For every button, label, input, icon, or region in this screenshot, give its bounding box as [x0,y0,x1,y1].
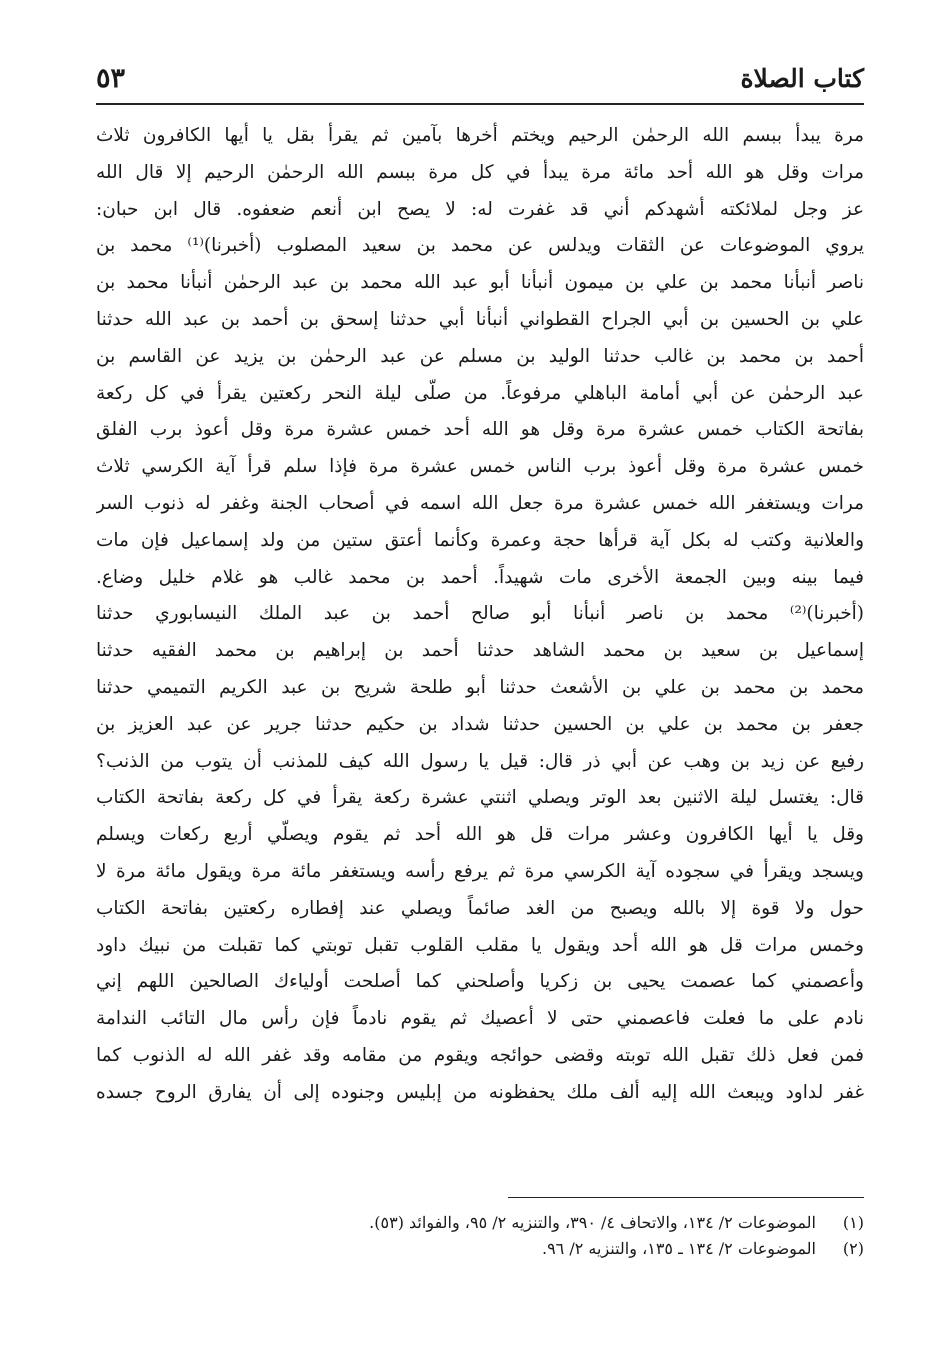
footnote-rule [508,1197,864,1198]
body-text [96,118,864,1112]
text-line: فيما بينه وبين الجمعة الأخرى مات شهيداً. أحمد بن محمد غالب هو غلام خليل وضاع. [96,566,864,588]
text-line: ناصر أنبأنا محمد بن علي بن ميمون أنبأنا أبو عبد الله محمد بن عبد الرحمٰن أنبأنا محمد بن [96,272,864,294]
text-line: وأعصمني كما عصمت يحيى بن زكريا وأصلحني كما أصلحت أولياءك الصالحين اللهم إني [96,971,864,993]
text-line: محمد بن محمد بن علي بن الأشعث حدثنا أبو طلحة شريح بن عبد الكريم التميمي حدثنا [96,676,864,698]
text-line: إسماعيل بن سعيد بن محمد الشاهد حدثنا أحمد بن إبراهيم بن محمد الفقيه حدثنا [96,640,864,662]
text-line: جعفر بن محمد بن علي بن الحسين حدثنا شداد بن حكيم حدثنا جرير عن عبد العزيز بن [96,713,864,735]
text-line: والعلانية وكتب له بكل آية قرأها حجة وعمرة وكأنما أعتق ستين من ولد إسماعيل فإن مات [96,529,864,551]
text-line: مرات وقل هو الله أحد مائة مرة يبدأ في كل مرة ببسم الله الرحمٰن الرحيم إلا قال الله [96,161,864,183]
text-line: يروي الموضوعات عن الثقات ويدلس عن محمد بن سعيد المصلوب (أخبرنا)⁽¹⁾ محمد بن [96,235,864,257]
footnote [96,1210,864,1236]
text-line: عز وجل لملائكته أشهدكم أني قد غفرت له: لا يصح ابن أنعم ضعفوه. قال ابن حبان: [96,198,864,220]
text-line: بفاتحة الكتاب خمس عشرة مرة وقل هو الله أحد خمس عشرة مرة وقل أعوذ برب الفلق [96,419,864,441]
running-title: كتاب الصلاة [740,63,864,93]
footnote [96,1236,864,1262]
text-line: رفيع عن زيد بن وهب عن أبي ذر قال: قيل يا رسول الله كيف للمذنب أن يتوب من الذنب؟ [96,750,864,772]
text-line: غفر لداود ويبعث الله إليه ألف ملك يحفظونه من إبليس وجنوده إلى أن يفارق الروح جسده [96,1081,864,1103]
footnote-text: الموضوعات ٢/ ١٣٤ ـ ١٣٥، والتنزيه ٢/ ٩٦. [541,1239,816,1258]
text-line: قال: يغتسل ليلة الاثنين بعد الوتر ويصلي اثنتي عشرة ركعة يقرأ في كل ركعة بفاتحة الكتاب [96,787,864,809]
text-line: عبد الرحمٰن عن أبي أمامة الباهلي مرفوعاً. من صلّى ليلة النحر ركعتين يقرأ في كل ركعة [96,382,864,404]
footnote-number: (٢) [842,1239,864,1258]
text-line: وقل يا أيها الكافرون وعشر مرات قل هو الله أحد ثم يقوم ويصلّي أربع ركعات ويسلم [96,824,864,846]
header-rule [96,103,864,105]
text-line: خمس عشرة مرة وقل أعوذ برب الناس خمس عشرة مرة فإذا سلم قرأ آية الكرسي ثلاث [96,456,864,478]
text-line: علي بن الحسين بن أبي الجراح القطواني أنبأنا أبي حدثنا إسحق بن أحمد بن عبد الله حدثنا [96,308,864,330]
footnote-number: (١) [842,1213,864,1232]
page-header [96,58,864,98]
footnote-text: الموضوعات ٢/ ١٣٤، والاتحاف ٤/ ٣٩٠، والتنزيه ٢/ ٩٥، والفوائد (٥٣). [369,1213,816,1232]
text-line: حول ولا قوة إلا بالله ويصبح من الغد صائماً ويصلي عند إفطاره ركعتين بفاتحة الكتاب [96,897,864,919]
text-line: نادم على ما فعلت فاعصمني حتى لا أعصيك ثم يقوم نادماً فإن رأس مال التائب الندامة [96,1008,864,1030]
text-line: (أخبرنا)⁽²⁾ محمد بن ناصر أنبأنا أبو صالح أحمد بن عبد الملك النيسابوري حدثنا [96,603,864,625]
text-line: أحمد بن محمد بن غالب حدثنا الوليد بن مسلم عن عبد الرحمٰن بن يزيد عن القاسم بن [96,345,864,367]
page-number: ٥٣ [96,62,126,94]
text-line: وخمس مرات قل هو الله أحد ويقول يا مقلب القلوب تقبل توبتي كما تقبلت من نبيك داود [96,934,864,956]
text-line: مرات ويستغفر الله خمس عشرة مرة جعل الله اسمه في أصحاب الجنة وغفر له ذنوب السر [96,492,864,514]
footnotes [96,1210,864,1262]
text-line: فمن فعل ذلك تقبل الله توبته وقضى حوائجه ويقوم من مقامه وقد غفر الله له الذنوب كما [96,1044,864,1066]
text-line: ويسجد ويقرأ في سجوده آية الكرسي مرة ثم يرفع رأسه ويستغفر مائة مرة ويقول مائة مرة لا [96,860,864,882]
text-line: مرة يبدأ ببسم الله الرحمٰن الرحيم ويختم أخرها بآمين ثم يقرأ بقل يا أيها الكافرون ثلاث [96,125,864,146]
